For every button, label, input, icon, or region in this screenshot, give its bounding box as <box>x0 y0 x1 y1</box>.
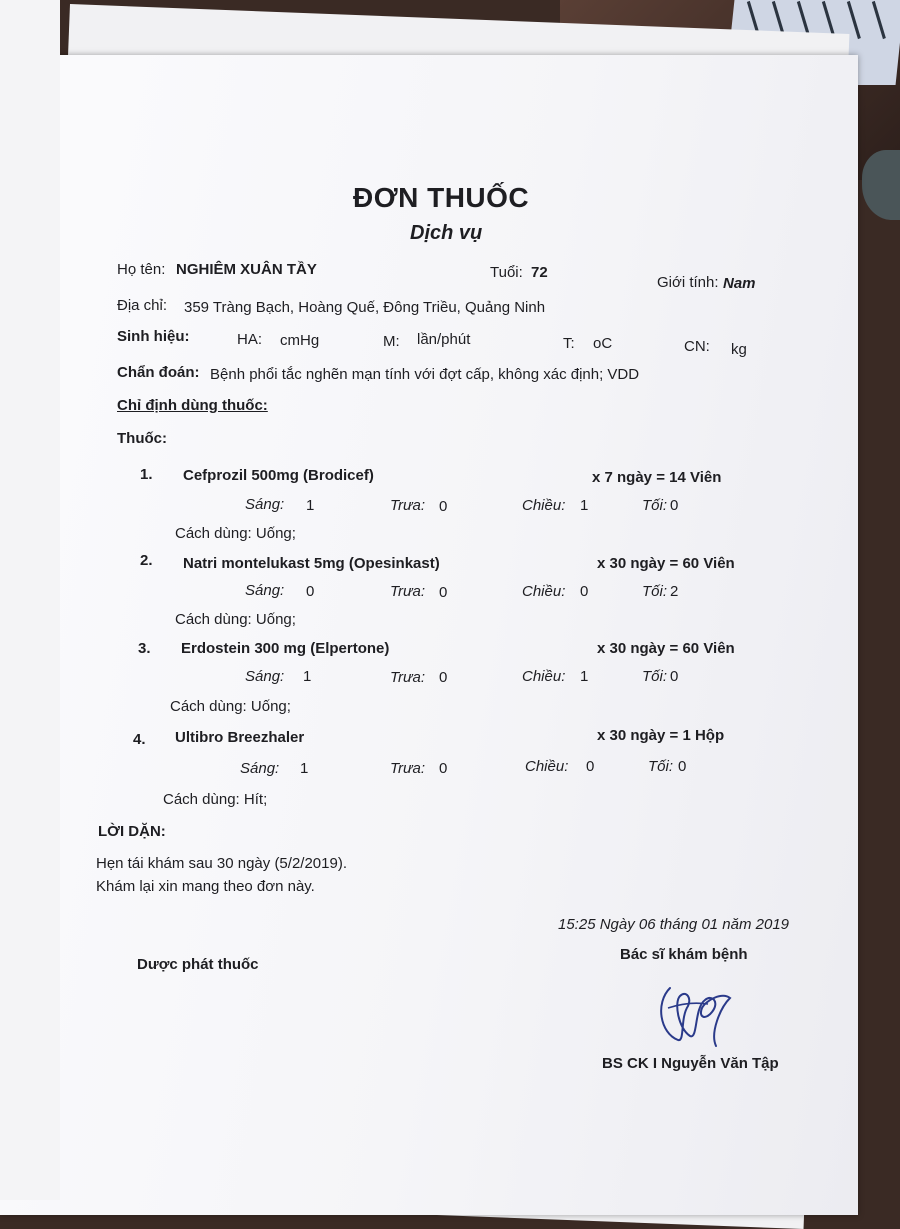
usage-line: Cách dùng: Uống; <box>175 611 296 628</box>
doctor-signature <box>650 978 740 1053</box>
noon-label: Trưa: <box>390 497 426 514</box>
usage-line: Cách dùng: Hít; <box>163 791 268 808</box>
drug-quantity: x 30 ngày = 60 Viên <box>597 555 735 572</box>
noon-dose: 0 <box>439 584 448 601</box>
morning-label: Sáng: <box>245 582 285 599</box>
drug-name: Erdostein 300 mg (Elpertone) <box>181 640 390 657</box>
drug-quantity: x 7 ngày = 14 Viên <box>592 469 722 486</box>
advice-line-1: Hẹn tái khám sau 30 ngày (5/2/2019). <box>96 855 347 872</box>
night-label: Tối: <box>642 583 668 600</box>
ha-label: HA: <box>237 331 263 348</box>
noon-label: Trưa: <box>390 669 426 686</box>
age-label: Tuổi: <box>490 264 523 281</box>
patient-name: NGHIÊM XUÂN TẦY <box>176 261 317 278</box>
diagnosis-text: Bệnh phổi tắc nghẽn mạn tính với đợt cấp, không xác định; VDD <box>210 366 640 383</box>
night-label: Tối: <box>648 758 674 775</box>
drug-name: Ultibro Breezhaler <box>175 729 305 746</box>
advice-line-2: Khám lại xin mang theo đơn này. <box>96 878 315 895</box>
paper-edge <box>0 0 60 1200</box>
afternoon-dose: 0 <box>586 758 595 775</box>
drug-quantity: x 30 ngày = 1 Hộp <box>597 727 725 744</box>
patient-age: 72 <box>531 264 548 281</box>
drugs-label: Thuốc: <box>117 430 167 447</box>
afternoon-label: Chiều: <box>522 583 566 600</box>
pulse-unit: lần/phút <box>417 331 471 348</box>
noon-dose: 0 <box>439 498 448 515</box>
ha-unit: cmHg <box>280 332 320 349</box>
noon-label: Trưa: <box>390 760 426 777</box>
temp-unit: oC <box>593 335 613 352</box>
pharmacist-label: Dược phát thuốc <box>137 956 259 973</box>
pulse-label: M: <box>383 333 400 350</box>
drug-number: 3. <box>138 640 151 657</box>
document-subtitle: Dịch vụ <box>410 222 483 244</box>
binder-clip <box>862 150 900 220</box>
morning-label: Sáng: <box>240 760 280 777</box>
night-dose: 2 <box>670 583 679 600</box>
gender-label: Giới tính: <box>657 274 719 291</box>
document-title: ĐƠN THUỐC <box>353 182 530 213</box>
prescription-heading: Chỉ định dùng thuốc: <box>117 397 268 414</box>
night-dose: 0 <box>678 758 687 775</box>
drug-quantity: x 30 ngày = 60 Viên <box>597 640 735 657</box>
drug-name: Natri montelukast 5mg (Opesinkast) <box>183 555 440 572</box>
temp-label: T: <box>563 335 575 352</box>
drug-name: Cefprozil 500mg (Brodicef) <box>183 467 374 484</box>
afternoon-dose: 0 <box>580 583 589 600</box>
morning-dose: 1 <box>306 497 315 514</box>
noon-dose: 0 <box>439 760 448 777</box>
usage-line: Cách dùng: Uống; <box>170 698 291 715</box>
morning-dose: 1 <box>300 760 309 777</box>
diagnosis-label: Chẩn đoán: <box>117 364 200 381</box>
drug-number: 2. <box>140 552 153 569</box>
afternoon-label: Chiều: <box>522 668 566 685</box>
doctor-name: BS CK I Nguyễn Văn Tập <box>602 1055 779 1072</box>
drug-number: 4. <box>133 731 146 748</box>
noon-label: Trưa: <box>390 583 426 600</box>
noon-dose: 0 <box>439 669 448 686</box>
night-label: Tối: <box>642 668 668 685</box>
afternoon-dose: 1 <box>580 497 589 514</box>
patient-address: 359 Tràng Bạch, Hoàng Quế, Đông Triều, Quảng Ninh <box>184 299 546 316</box>
night-label: Tối: <box>642 497 668 514</box>
night-dose: 0 <box>670 668 679 685</box>
morning-dose: 1 <box>303 668 312 685</box>
afternoon-label: Chiều: <box>525 758 569 775</box>
morning-label: Sáng: <box>245 668 285 685</box>
vitals-label: Sinh hiệu: <box>117 328 190 345</box>
morning-label: Sáng: <box>245 496 285 513</box>
morning-dose: 0 <box>306 583 315 600</box>
drug-number: 1. <box>140 466 153 483</box>
usage-line: Cách dùng: Uống; <box>175 525 296 542</box>
afternoon-label: Chiều: <box>522 497 566 514</box>
night-dose: 0 <box>670 497 679 514</box>
doctor-title: Bác sĩ khám bệnh <box>620 946 748 963</box>
patient-gender: Nam <box>723 275 756 292</box>
address-label: Địa chỉ: <box>117 297 168 314</box>
issue-datetime: 15:25 Ngày 06 tháng 01 năm 2019 <box>558 916 790 933</box>
afternoon-dose: 1 <box>580 668 589 685</box>
weight-unit: kg <box>731 341 747 358</box>
name-label: Họ tên: <box>117 261 166 278</box>
weight-label: CN: <box>684 338 710 355</box>
advice-heading: LỜI DẶN: <box>98 823 166 840</box>
